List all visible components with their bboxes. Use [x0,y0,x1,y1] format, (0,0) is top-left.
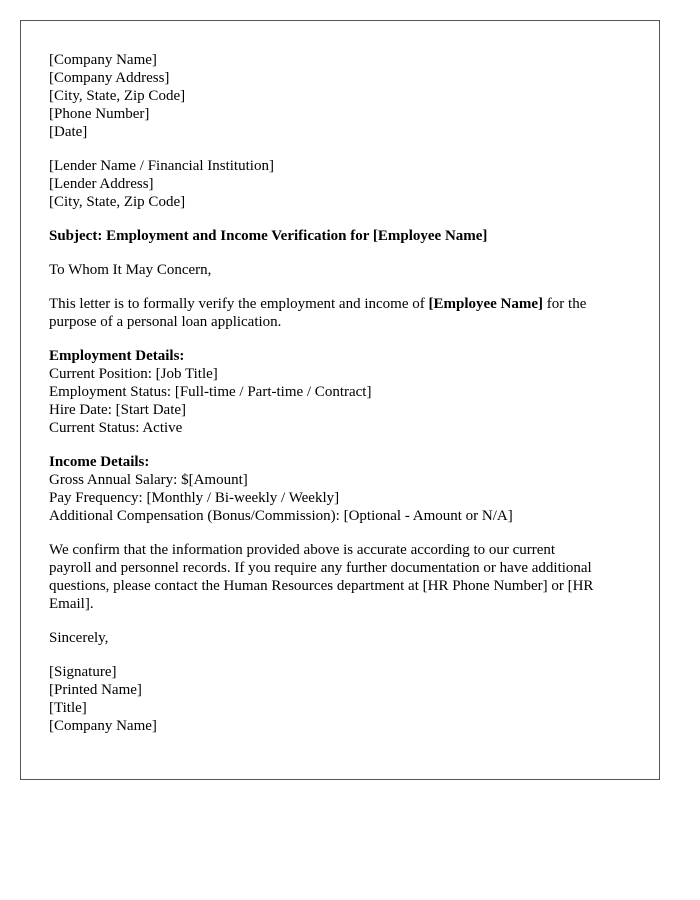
employment-heading: Employment Details: [49,348,185,364]
sender-phone: [Phone Number] [49,106,150,122]
income-frequency: Pay Frequency: [Monthly / Bi-weekly / Weekly] [49,490,340,506]
confirmation-paragraph [49,541,631,613]
employment-hire-date: Hire Date: [Start Date] [49,402,187,418]
intro-paragraph [49,295,631,331]
income-heading: Income Details: [49,454,150,470]
intro-line-2: purpose of a personal loan application. [49,314,282,330]
recipient-city-state-zip: [City, State, Zip Code] [49,194,186,210]
signer-title: [Title] [49,700,87,716]
signer-company-name: [Company Name] [49,718,157,734]
sender-company-name: [Company Name] [49,52,157,68]
recipient-lender-name: [Lender Name / Financial Institution] [49,158,274,174]
employment-current-status: Current Status: Active [49,420,183,436]
closing: Sincerely, [49,630,109,646]
subject-line: Subject: Employment and Income Verification for [Employee Name] [49,228,488,244]
confirmation-line-2: payroll and personnel records. If you require any further documentation or have additional [49,560,592,576]
salutation: To Whom It May Concern, [49,262,212,278]
income-salary: Gross Annual Salary: $[Amount] [49,472,248,488]
signature: [Signature] [49,664,117,680]
intro-text-after: for the [543,296,587,312]
recipient-block [49,157,631,211]
sender-city-state-zip: [City, State, Zip Code] [49,88,186,104]
employment-details [49,347,631,437]
sender-company-address: [Company Address] [49,70,170,86]
signature-block [49,663,631,735]
intro-text-before: This letter is to formally verify the employment and income of [49,296,429,312]
recipient-lender-address: [Lender Address] [49,176,154,192]
intro-employee-name: [Employee Name] [428,296,544,312]
confirmation-line-4: Email]. [49,596,94,612]
confirmation-line-3: questions, please contact the Human Resources department at [HR Phone Number] or [HR [49,578,594,594]
income-details [49,453,631,525]
confirmation-line-1: We confirm that the information provided above is accurate according to our current [49,542,556,558]
letter-page [20,20,660,780]
employment-position: Current Position: [Job Title] [49,366,218,382]
sender-block [49,51,631,141]
income-additional: Additional Compensation (Bonus/Commission): [Optional - Amount or N/A] [49,508,513,524]
employment-status: Employment Status: [Full-time / Part-time / Contract] [49,384,372,400]
letter-date: [Date] [49,124,88,140]
printed-name: [Printed Name] [49,682,142,698]
intro-line-1 [49,295,631,313]
